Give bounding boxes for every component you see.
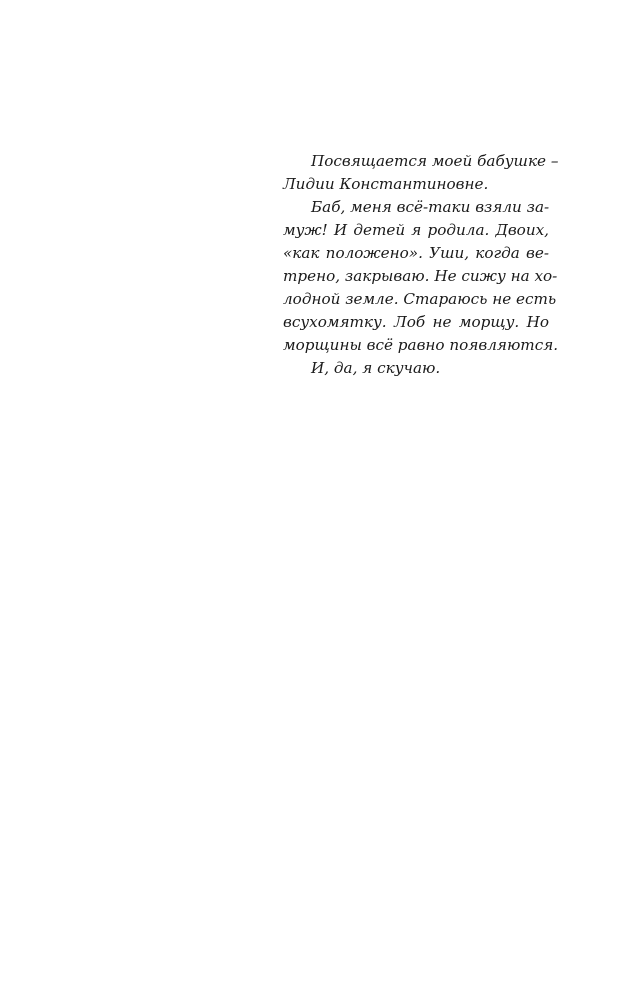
dedication-line: Лидии Константиновне. — [283, 175, 489, 193]
dedication-line: И, да, я скучаю. — [311, 359, 441, 377]
dedication-line: Посвящается моей бабушке – — [311, 152, 559, 170]
dedication-line: трено, закрываю. Не сижу на хо- — [283, 267, 558, 285]
dedication-line: Баб, меня всё-таки взяли за- — [311, 198, 550, 216]
dedication-line: «как положено». Уши, когда ве- — [283, 244, 549, 262]
dedication-line: морщины всё равно появляются. — [283, 336, 559, 354]
dedication-line: муж! И детей я родила. Двоих, — [283, 221, 549, 239]
dedication-line: всухомятку. Лоб не морщу. Но — [283, 313, 549, 331]
dedication-line: лодной земле. Стараюсь не есть — [283, 290, 557, 308]
dedication-text — [283, 150, 559, 380]
